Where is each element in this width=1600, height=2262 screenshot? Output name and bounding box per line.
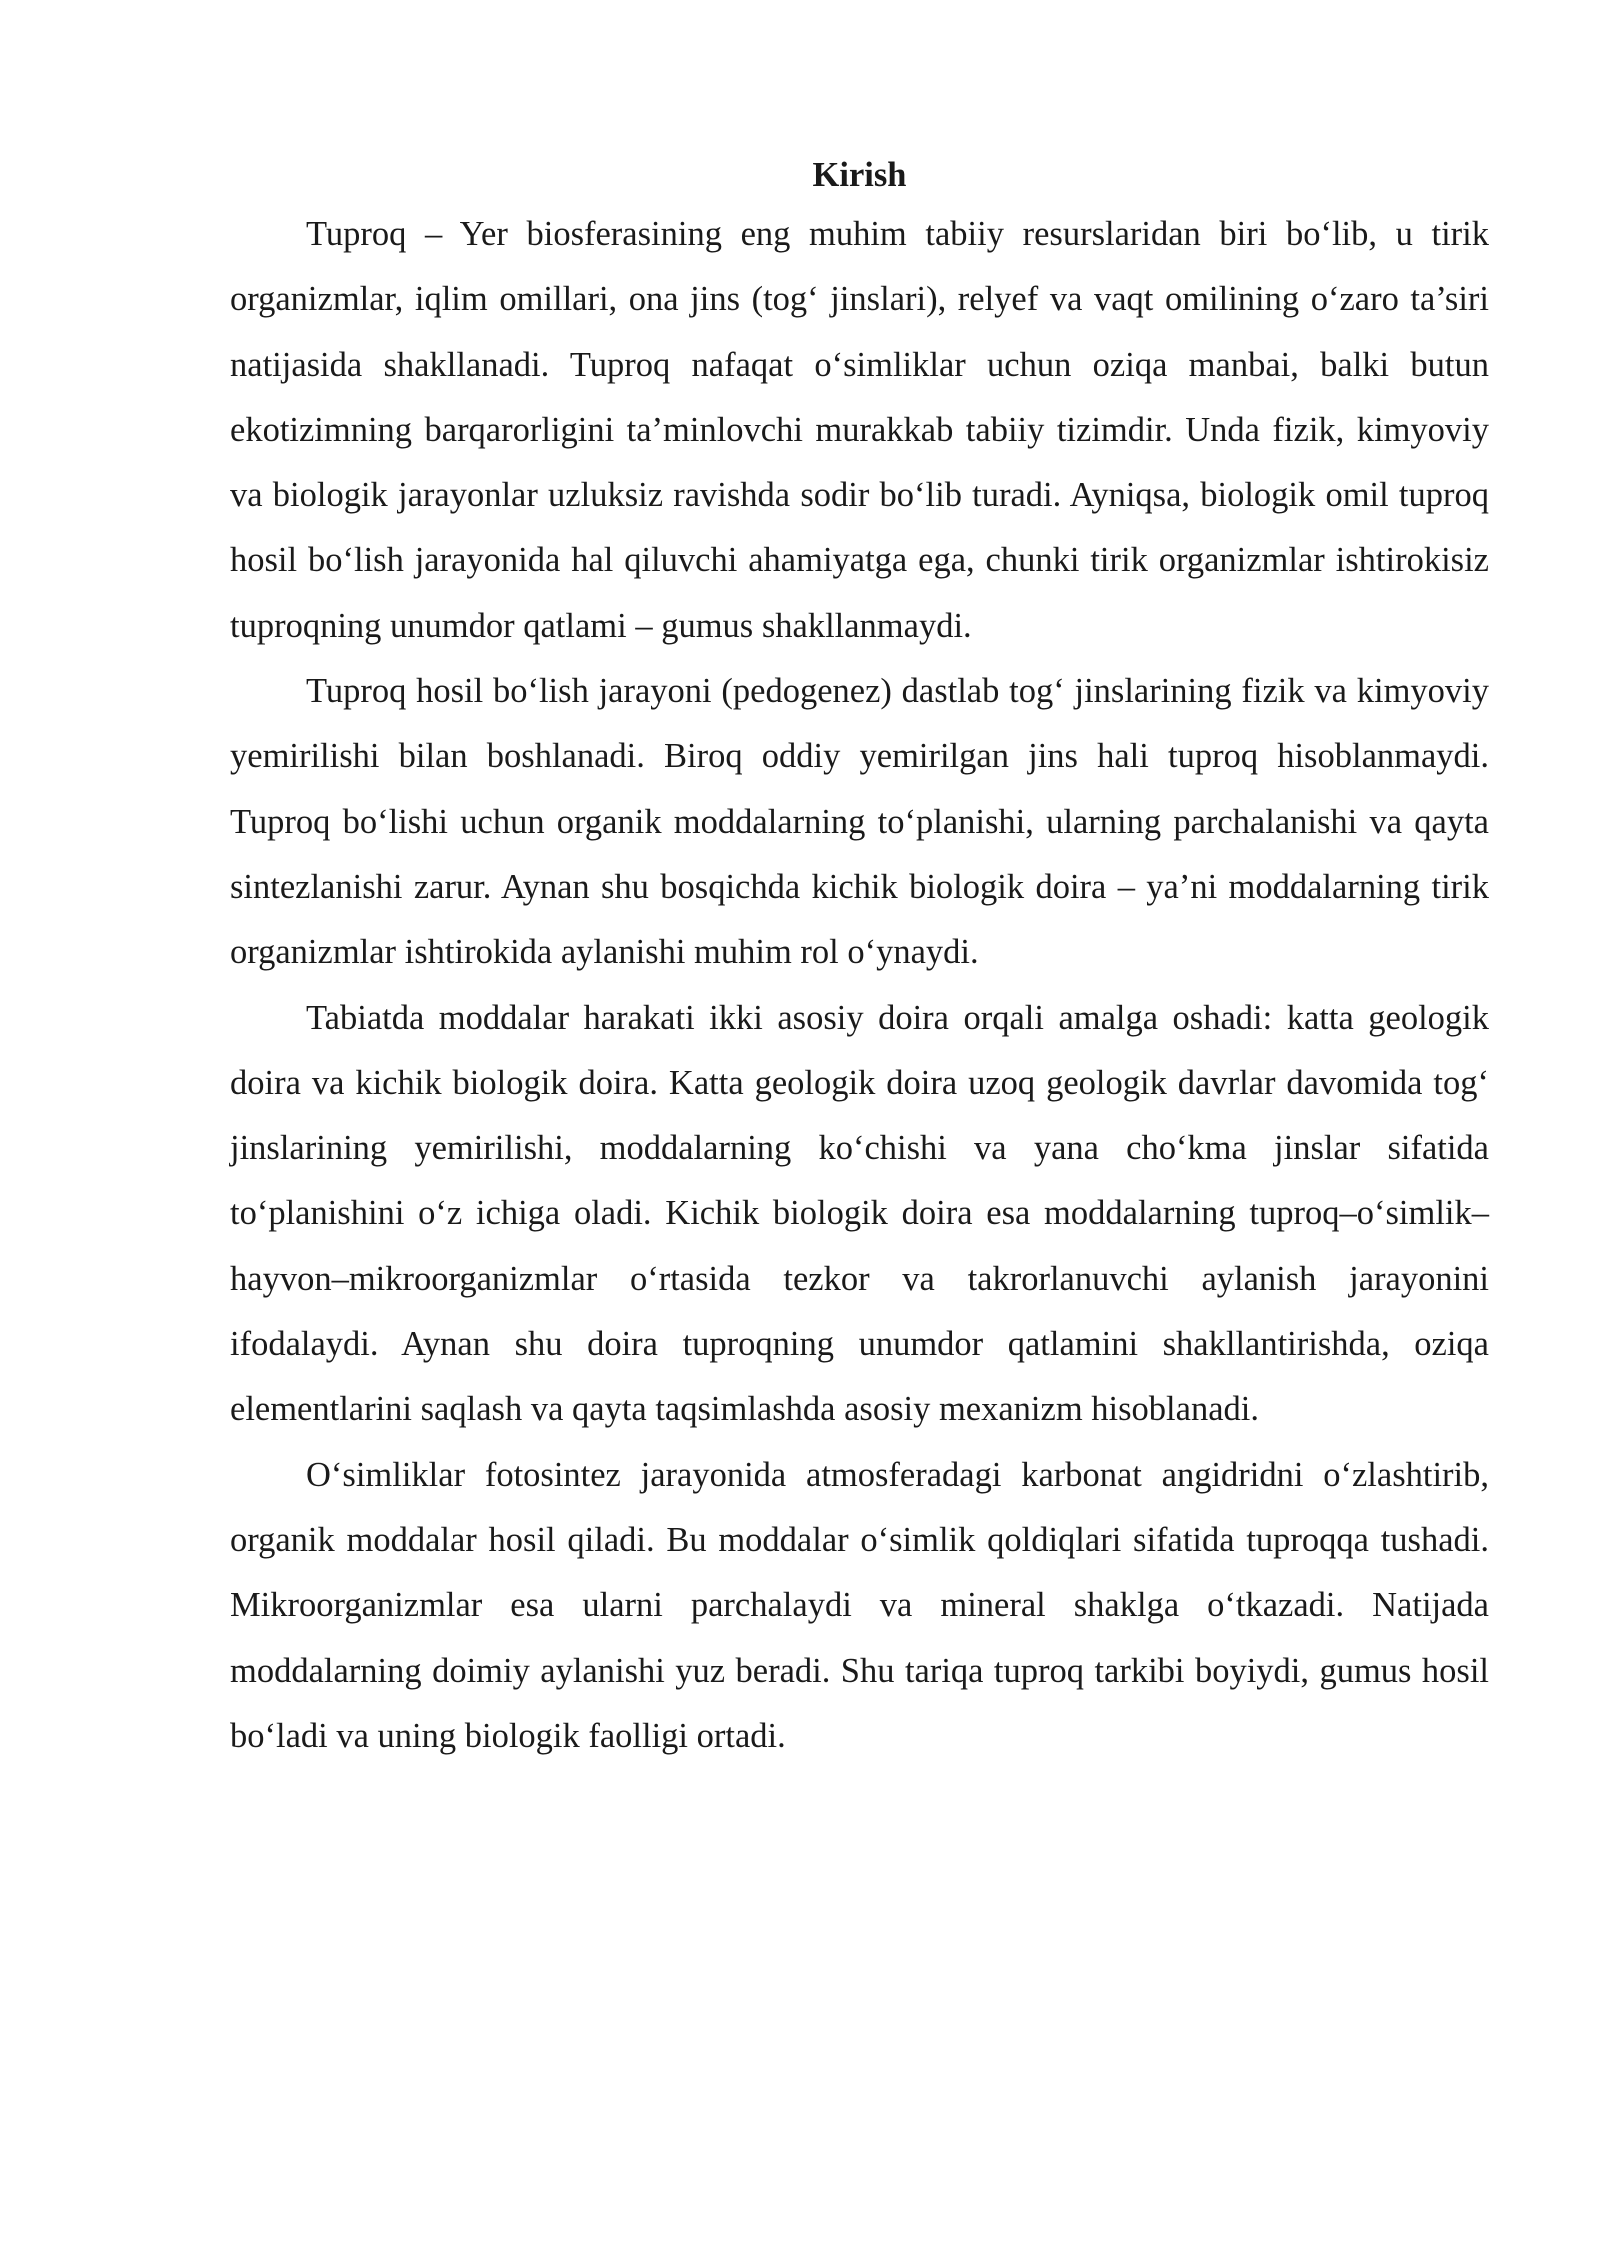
document-body bbox=[230, 148, 1489, 1769]
paragraph-2: Tuproq hosil bo‘lish jarayoni (pedogenez) dastlab tog‘ jinslarining fizik va kimyoviy yemirilishi bilan boshlanadi. Biroq oddiy yemirilgan jins hali tuproq hisoblanmaydi. Tuproq bo‘lishi uchun organik moddalarning to‘planishi, ularning parchalanishi va qayta sintezlanishi zarur. Aynan shu bosqichda kichik biologik doira – ya’ni moddalarning tirik organizmlar ishtirokida aylanishi muhim rol o‘ynaydi. bbox=[230, 672, 1489, 972]
paragraph-4: O‘simliklar fotosintez jarayonida atmosferadagi karbonat angidridni o‘zlashtirib, organik moddalar hosil qiladi. Bu moddalar o‘simlik qoldiqlari sifatida tuproqqa tushadi. Mikroorganizmlar esa ularni parchalaydi va mineral shaklga o‘tkazadi. Natijada moddalarning doimiy aylanishi yuz beradi. Shu tariqa tuproq tarkibi boyiydi, gumus hosil bo‘ladi va uning biologik faolligi ortadi. bbox=[230, 1455, 1489, 1755]
page-title: Kirish bbox=[812, 156, 907, 194]
paragraph-1: Tuproq – Yer biosferasining eng muhim tabiiy resurslaridan biri bo‘lib, u tirik organizmlar, iqlim omillari, ona jins (tog‘ jinslari), relyef va vaqt omilining o‘zaro ta’siri natijasida shakllanadi. Tuproq nafaqat o‘simliklar uchun oziqa manbai, balki butun ekotizimning barqarorligini ta’minlovchi murakkab tabiiy tizimdir. Unda fizik, kimyoviy va biologik jarayonlar uzluksiz ravishda sodir bo‘lib turadi. Ayniqsa, biologik omil tuproq hosil bo‘lish jarayonida hal qiluvchi ahamiyatga ega, chunki tirik organizmlar ishtirokisiz tuproqning unumdor qatlami – gumus shakllanmaydi. bbox=[230, 215, 1489, 645]
paragraph-3: Tabiatda moddalar harakati ikki asosiy doira orqali amalga oshadi: katta geologik doira va kichik biologik doira. Katta geologik doira uzoq geologik davrlar davomida tog‘ jinslarining yemirilishi, moddalarning ko‘chishi va yana cho‘kma jinslar sifatida to‘planishini o‘z ichiga oladi. Kichik biologik doira esa moddalarning tuproq–o‘simlik–hayvon–mikroorganizmlar o‘rtasida tezkor va takrorlanuvchi aylanish jarayonini ifodalaydi. Aynan shu doira tuproqning unumdor qatlamini shakllantirishda, oziqa elementlarini saqlash va qayta taqsimlashda asosiy mexanizm hisoblanadi. bbox=[230, 998, 1489, 1429]
